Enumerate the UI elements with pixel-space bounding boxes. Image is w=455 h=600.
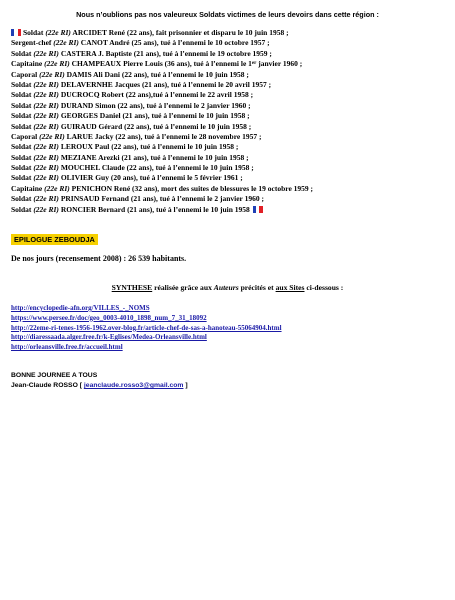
soldier-entry — [11, 173, 451, 183]
soldier-rank: Capitaine — [11, 183, 43, 193]
soldier-regiment: (22e RI) — [33, 48, 59, 58]
soldier-details: GUIRAUD Gérard (22 ans), tué à l’ennemi le 10 juin 1958 ; — [60, 121, 252, 131]
soldier-regiment: (22e RI) — [33, 194, 59, 204]
soldier-details: GEORGES Daniel (21 ans), tué à l’ennemi le 10 juin 1958 ; — [60, 111, 250, 121]
soldier-rank: Soldat — [11, 48, 32, 58]
soldier-entry — [11, 163, 451, 173]
soldier-details: PRINSAUD Fernand (21 ans), tué à l’ennemi le 2 janvier 1960 ; — [60, 194, 264, 204]
soldier-regiment: (22e RI) — [33, 90, 59, 100]
soldier-rank: Soldat — [11, 90, 32, 100]
soldier-rank: Soldat — [11, 100, 32, 110]
soldier-entry — [11, 132, 451, 142]
soldier-details: MEZIANE Arezki (21 ans), tué à l’ennemi le 10 juin 1958 ; — [60, 152, 249, 162]
soldier-regiment: (22e RI) — [44, 59, 70, 69]
soldier-entry — [11, 70, 451, 80]
soldier-entry — [11, 153, 451, 163]
soldier-rank: Soldat — [11, 152, 32, 162]
source-link-5[interactable]: http://orleansville.free.fr/accueil.html — [11, 343, 123, 352]
soldier-regiment: (22e RI) — [53, 38, 79, 48]
source-link-1[interactable]: http://encyclopedie-afn.org/VILLES_-_NOMS — [11, 304, 150, 312]
soldier-regiment: (22e RI) — [39, 131, 65, 141]
soldier-regiment: (22e RI) — [39, 69, 65, 79]
soldier-details: RONCIER Bernard (21 ans), tué à l’ennemi le 10 juin 1958 — [60, 204, 250, 214]
soldier-details: CHAMPEAUX Pierre Louis (36 ans), tué à l’ennemi le 1 — [71, 59, 252, 69]
soldier-details: MOUCHEL Claude (22 ans), tué à l’ennemi le 10 juin 1958 ; — [60, 163, 254, 173]
soldier-entry — [11, 28, 451, 38]
soldier-rank: Caporal — [11, 131, 38, 141]
soldier-details: DURAND Simon (22 ans), tué à l’ennemi le 2 janvier 1960 ; — [60, 100, 251, 110]
soldier-details: OLIVIER Guy (20 ans), tué à l’ennemi le 5 février 1961 ; — [60, 173, 243, 183]
french-flag-icon — [11, 29, 21, 36]
soldier-regiment: (22e RI) — [33, 152, 59, 162]
synthese-text-1: réalisée grâce aux — [152, 283, 214, 292]
soldier-regiment: (22e RI) — [33, 100, 59, 110]
soldier-details: DUCROCQ Robert (22 ans),tué à l’ennemi le 22 avril 1958 ; — [60, 90, 254, 100]
soldier-regiment: (22e RI) — [33, 142, 59, 152]
soldier-entry — [11, 38, 451, 48]
soldier-entry — [11, 142, 451, 152]
soldier-entry — [11, 49, 451, 59]
synthese-text-2: précités et — [238, 283, 276, 292]
soldier-entry — [11, 194, 451, 204]
soldier-details: PENICHON René (32 ans), mort des suites de blessures le 19 octobre 1959 ; — [71, 183, 314, 193]
soldier-entry — [11, 184, 451, 194]
soldier-rank: Soldat — [11, 194, 32, 204]
synthese-auteurs: Auteurs — [213, 283, 239, 292]
source-link-2[interactable]: https://www.persee.fr/doc/geo_0003-4010_1898_num_7_31_18092 — [11, 313, 207, 322]
soldier-rank: Soldat — [11, 142, 32, 152]
soldier-rank: Soldat — [11, 79, 32, 89]
soldier-details: DAMIS Ali Dani (22 ans), tué à l’ennemi le 10 juin 1958 ; — [66, 69, 249, 79]
soldier-regiment: (22e RI) — [44, 183, 70, 193]
soldier-list — [11, 28, 451, 215]
closing-block — [11, 371, 188, 391]
soldier-entry — [11, 205, 451, 215]
source-links — [11, 304, 282, 353]
soldier-rank: Caporal — [11, 69, 38, 79]
soldier-rank: Soldat — [11, 173, 32, 183]
soldier-regiment: (22e RI) — [33, 163, 59, 173]
french-flag-icon — [253, 206, 263, 213]
soldier-entry — [11, 80, 451, 90]
soldier-rank: Soldat — [23, 28, 44, 37]
memorial-heading: Nous n’oublions pas nos valeureux Soldats victimes de leurs devoirs dans cette région : — [76, 10, 379, 19]
closing-greeting: BONNE JOURNEE A TOUS — [11, 372, 98, 379]
soldier-regiment: (22e RI) — [33, 204, 59, 214]
soldier-rank: Soldat — [11, 121, 32, 131]
soldier-entry — [11, 111, 451, 121]
epilogue-title: EPILOGUE ZEBOUDJA — [11, 234, 98, 245]
author-name: Jean-Claude ROSSO [ — [11, 382, 84, 389]
source-link-3[interactable]: http://22eme-ri-tenes-1956-1962.over-blog.fr/article-chef-de-sas-a-hanoteau-55064904.html — [11, 323, 282, 332]
soldier-details-superscript: er — [251, 61, 257, 67]
synthese-sites: aux Sites — [275, 283, 305, 292]
soldier-regiment: (22e RI) — [33, 111, 59, 121]
soldier-regiment: (22e RI) — [45, 28, 71, 37]
soldier-regiment: (22e RI) — [33, 121, 59, 131]
soldier-entry — [11, 59, 451, 69]
soldier-details: ARCIDET René (22 ans), fait prisonnier et disparu le 10 juin 1958 ; — [72, 28, 289, 37]
soldier-regiment: (22e RI) — [33, 79, 59, 89]
soldier-entry — [11, 101, 451, 111]
soldier-details: LARUE Jacky (22 ans), tué à l’ennemi le 28 novembre 1957 ; — [66, 131, 262, 141]
population-text: De nos jours (recensement 2008) : 26 539 habitants. — [11, 254, 187, 263]
author-line — [11, 381, 188, 391]
author-bracket: ] — [183, 382, 188, 389]
soldier-rank: Soldat — [11, 111, 32, 121]
soldier-entry — [11, 90, 451, 100]
soldier-details: LEROUX Paul (22 ans), tué à l’ennemi le 10 juin 1958 ; — [60, 142, 239, 152]
soldier-rank: Soldat — [11, 204, 32, 214]
soldier-details: CASTERA J. Baptiste (21 ans), tué à l’ennemi le 19 octobre 1959 ; — [60, 48, 272, 58]
synthese-word: SYNTHESE — [111, 283, 153, 292]
soldier-details-end: janvier 1960 ; — [256, 59, 303, 69]
synthese-text-3: ci-dessous : — [304, 283, 344, 292]
soldier-rank: Sergent-chef — [11, 38, 52, 48]
soldier-rank: Soldat — [11, 163, 32, 173]
soldier-rank: Capitaine — [11, 59, 43, 69]
synthese-line — [0, 283, 455, 292]
soldier-entry — [11, 122, 451, 132]
soldier-details: CANOT André (25 ans), tué à l’ennemi le 10 octobre 1957 ; — [80, 38, 270, 48]
source-link-4[interactable]: http://diaressaada.alger.free.fr/k-Eglises/Medea-Orleansville.html — [11, 333, 207, 342]
soldier-regiment: (22e RI) — [33, 173, 59, 183]
author-email-link[interactable]: jeanclaude.rosso3@gmail.com — [83, 382, 184, 389]
soldier-details: DELAVERNHE Jacques (21 ans), tué à l’ennemi le 20 avril 1957 ; — [60, 79, 272, 89]
